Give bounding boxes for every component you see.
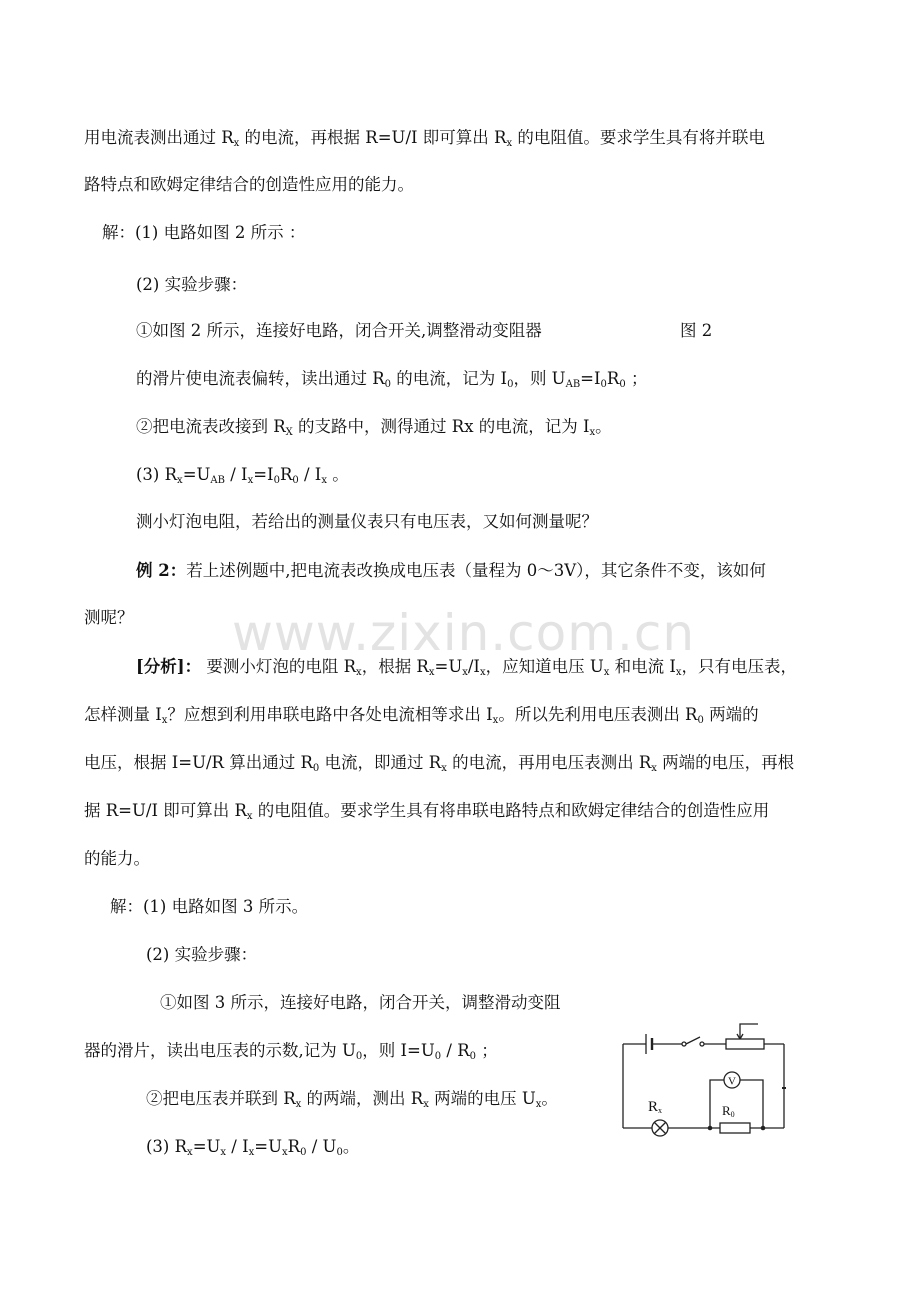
text-run: ①如图 2 所示，连接好电路，闭合开关,调整滑动变阻器 (136, 321, 542, 340)
subscript: 0 (469, 1051, 477, 1062)
rheostat-body (726, 1039, 764, 1049)
text-run: 据 R=U/I 即可算出 R (84, 801, 247, 820)
subscript: x (220, 1147, 227, 1158)
circuit-diagram (608, 1016, 792, 1146)
subscript: x (247, 475, 254, 486)
text-run: 电压，根据 I=U/R 算出通过 R (84, 753, 313, 772)
text-run: 的电流，再根据 R=U/I 即可算出 R (239, 128, 507, 147)
subscript: x (233, 138, 240, 149)
text-run: =I (580, 369, 601, 388)
voltmeter-label: V (728, 1075, 736, 1088)
watermark: www.zixin.com.cn (232, 604, 696, 662)
text-run: 若上述例题中,把电流表改换成电压表（量程为 0～3V），其它条件不变，该如何 (186, 561, 766, 580)
text-run: ，则 I=U (362, 1041, 435, 1060)
resistor-r0 (720, 1123, 750, 1133)
subscript: 0 (355, 1051, 363, 1062)
text-line (110, 896, 308, 918)
text-line (136, 320, 542, 342)
rheostat-slider (740, 1024, 758, 1039)
text-line (84, 174, 414, 196)
text-run: (3) R (146, 1137, 188, 1156)
text-run: 。所以先利用电压表测出 R (498, 705, 698, 724)
subscript: x (441, 763, 447, 774)
bold-label: [分析]： (136, 657, 202, 676)
text-run: R (279, 465, 293, 484)
text-run: =I (253, 465, 274, 484)
switch-lever (686, 1037, 700, 1044)
subscript: AB (210, 475, 225, 486)
subscript: x (295, 1099, 302, 1110)
subscript: x (177, 475, 183, 486)
text-line (84, 848, 150, 870)
subscript: X (285, 427, 293, 438)
text-run: ②把电压表并联到 R (146, 1089, 296, 1108)
text-run: =U (182, 465, 211, 484)
text-run: ①如图 3 所示，连接好电路，闭合开关，调整滑动变阻 (160, 993, 561, 1012)
subscript: x (506, 138, 513, 149)
text-run: 和电流 I (609, 657, 676, 676)
subscript: x (535, 1099, 542, 1110)
text-line (136, 416, 612, 438)
r0-label: R (722, 1103, 731, 1118)
text-run: 要测小灯泡的电阻 R (201, 657, 357, 676)
text-run: / R (441, 1041, 470, 1060)
subscript: x (248, 1147, 255, 1158)
subscript: 0 (273, 475, 280, 486)
text-line (146, 1088, 558, 1110)
text-line (136, 511, 598, 533)
text-run: / I (226, 1137, 249, 1156)
subscript: x (321, 475, 327, 486)
text-run: 的两端，测出 R (301, 1089, 424, 1108)
text-run: 。 (541, 1089, 558, 1108)
text-run: 解：(1) 电路如图 2 所示 ： (102, 223, 306, 242)
text-run: 两端的电压，再根 (656, 753, 795, 772)
text-run: =U (254, 1137, 283, 1156)
text-run: / I (298, 465, 322, 484)
text-run: 路特点和欧姆定律结合的创造性应用的能力。 (84, 175, 414, 194)
text-run: 器的滑片，读出电压表的示数,记为 U (84, 1041, 356, 1060)
switch-contact (682, 1042, 686, 1046)
text-run: ？应想到利用串联电路中各处电流相等求出 I (167, 705, 493, 724)
text-run: ，则 U (513, 369, 566, 388)
subscript: x (675, 667, 682, 678)
text-run: R (287, 1137, 301, 1156)
text-run: R (606, 369, 620, 388)
subscript: 0 (507, 379, 514, 390)
text-run: =U (192, 1137, 221, 1156)
text-line (84, 1040, 498, 1062)
text-run: (2) 实验步骤： (146, 945, 258, 964)
text-run: (2) 实验步骤： (136, 275, 248, 294)
svg-text:R0 (722, 1103, 735, 1119)
r0-sub: 0 (730, 1110, 735, 1119)
text-run: 怎样测量 I (84, 705, 162, 724)
subscript: x (651, 763, 657, 774)
text-run: =U (434, 657, 463, 676)
text-line (84, 800, 769, 822)
subscript: 0 (336, 1147, 343, 1158)
text-line (84, 752, 794, 774)
text-run: 的电阻值。要求学生具有将串联电路特点和欧姆定律结合的创造性应用 (252, 801, 770, 820)
subscript: x (423, 1099, 429, 1110)
text-run: 。 (342, 1137, 360, 1156)
text-run: /I (467, 657, 480, 676)
text-run: 。 (326, 465, 349, 484)
text-line (102, 222, 305, 244)
text-run: 的支路中，测得通过 Rx 的电流，记为 I (292, 417, 590, 436)
subscript: x (589, 427, 596, 438)
text-line (136, 560, 766, 582)
figure-caption (680, 320, 712, 342)
subscript: x (428, 667, 435, 678)
text-run: (3) R (136, 465, 178, 484)
text-run: 解：(1) 电路如图 3 所示。 (110, 897, 309, 916)
text-run: ，根据 R (361, 657, 429, 676)
text-run: 的电流，再用电压表测出 R (446, 753, 652, 772)
subscript: x (246, 811, 253, 822)
text-run: ，应知道电压 U (485, 657, 604, 676)
text-run: 的能力。 (84, 849, 150, 868)
text-line (84, 704, 759, 726)
subscript: 0 (697, 715, 704, 726)
rx-label: R (648, 1099, 659, 1115)
text-run: ②把电流表改接到 R (136, 417, 286, 436)
text-line (146, 944, 257, 966)
text-run: 的滑片使电流表偏转，读出通过 R (136, 369, 385, 388)
text-run: 两端的 (703, 705, 759, 724)
subscript: x (492, 715, 499, 726)
text-run: 电流，即通过 R (319, 753, 442, 772)
text-line (136, 656, 797, 678)
subscript: 0 (600, 379, 607, 390)
subscript: 0 (434, 1051, 442, 1062)
text-line (136, 368, 647, 390)
subscript: 0 (384, 379, 392, 390)
text-run: 用电流表测出通过 R (84, 128, 234, 147)
text-run: 测小灯泡电阻，若给出的测量仪表只有电压表，又如何测量呢？ (136, 512, 598, 531)
text-line (160, 992, 561, 1014)
text-run: 图 2 (680, 321, 713, 340)
svg-text:Rx (648, 1099, 662, 1115)
junction-dot (761, 1126, 766, 1131)
text-run: ； (476, 1041, 498, 1060)
text-run: / I (225, 465, 248, 484)
text-run: / U (306, 1137, 337, 1156)
subscript: x (603, 667, 610, 678)
text-line (136, 274, 247, 296)
text-line (84, 607, 134, 629)
text-run: 的电流，记为 I (391, 369, 508, 388)
rx-sub: x (658, 1106, 663, 1115)
subscript: 0 (312, 763, 320, 774)
subscript: x (479, 667, 486, 678)
text-run: 。 (595, 417, 612, 436)
text-run: 两端的电压 U (428, 1089, 536, 1108)
text-line (84, 127, 765, 149)
subscript: x (282, 1147, 288, 1158)
bold-label: 例 2： (136, 561, 187, 580)
subscript: 0 (619, 379, 626, 390)
subscript: x (462, 667, 468, 678)
subscript: 0 (292, 475, 299, 486)
junction-dot (708, 1126, 713, 1131)
subscript: AB (565, 379, 581, 390)
text-run: ； (625, 369, 648, 388)
subscript: x (356, 667, 362, 678)
text-line (146, 1136, 359, 1158)
text-run: ，只有电压表， (681, 657, 798, 676)
subscript: x (187, 1147, 193, 1158)
subscript: x (161, 715, 168, 726)
subscript: 0 (300, 1147, 307, 1158)
text-run: 的电阻值。要求学生具有将并联电 (512, 128, 765, 147)
text-run: 测呢？ (84, 608, 134, 627)
text-line (136, 464, 349, 486)
